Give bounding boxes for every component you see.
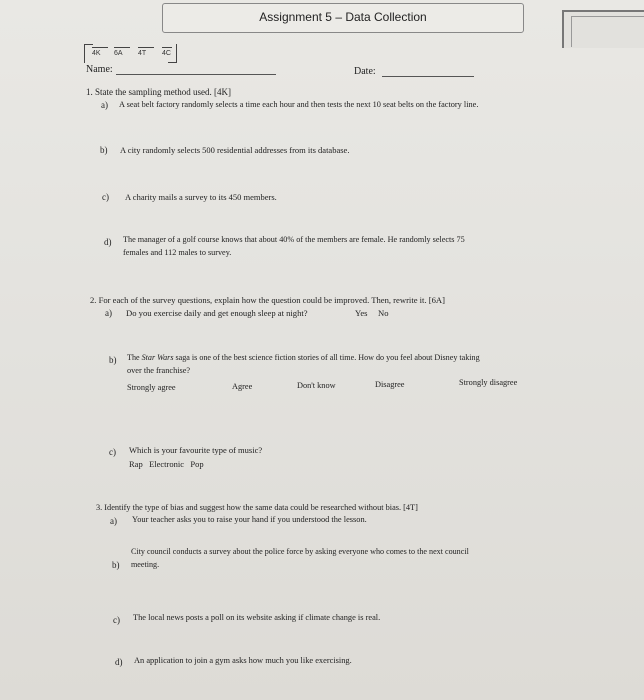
q1d-letter: d) bbox=[104, 237, 112, 247]
q3d-text: An application to join a gym asks how much you like exercising. bbox=[134, 656, 352, 665]
corner-frame-inner bbox=[571, 16, 644, 47]
page-title: Assignment 5 – Data Collection bbox=[259, 10, 427, 24]
date-field-line[interactable] bbox=[382, 76, 474, 77]
mark-k: 4K bbox=[92, 47, 108, 57]
q2b-text-line1: The Star Wars saga is one of the best science fiction stories of all time. How do you feel about Disney taking bbox=[127, 353, 480, 362]
q1-stem: 1. State the sampling method used. [4K] bbox=[86, 87, 231, 97]
q2-stem: 2. For each of the survey questions, explain how the question could be improved. Then, rewrite it. [6A] bbox=[90, 295, 445, 305]
q3a-text: Your teacher asks you to raise your hand if you understood the lesson. bbox=[132, 515, 367, 524]
mark-a: 6A bbox=[114, 47, 130, 57]
q2b-option-dont-know: Don't know bbox=[297, 381, 336, 390]
q2a-letter: a) bbox=[105, 308, 112, 318]
q1b-letter: b) bbox=[100, 145, 108, 155]
q2c-letter: c) bbox=[109, 447, 116, 457]
name-label: Name: bbox=[86, 64, 113, 75]
q2a-text: Do you exercise daily and get enough sleep at night? bbox=[126, 308, 308, 318]
q1d-text-line2: females and 112 males to survey. bbox=[123, 248, 232, 257]
q2b-option-strongly-agree: Strongly agree bbox=[127, 383, 176, 392]
q3-stem: 3. Identify the type of bias and suggest how the same data could be researched without bias. [4T] bbox=[96, 503, 418, 512]
title-box bbox=[162, 3, 524, 33]
q2b-option-strongly-disagree: Strongly disagree bbox=[459, 378, 518, 387]
q3b-text-line2: meeting. bbox=[131, 560, 160, 569]
q1d-text-line1: The manager of a golf course knows that about 40% of the members are female. He randomly selects 75 bbox=[123, 235, 465, 244]
q2b-text-line2: over the franchise? bbox=[127, 366, 191, 375]
q2b-letter: b) bbox=[109, 355, 117, 365]
q2a-option-no: No bbox=[378, 308, 389, 318]
date-label: Date: bbox=[354, 66, 376, 77]
q1b-text: A city randomly selects 500 residential addresses from its database. bbox=[120, 145, 350, 155]
q2a-option-yes: Yes bbox=[355, 308, 368, 318]
q3b-letter: b) bbox=[112, 560, 120, 570]
q3c-text: The local news posts a poll on its website asking if climate change is real. bbox=[133, 613, 381, 622]
q2c-text: Which is your favourite type of music? bbox=[129, 445, 263, 455]
q1a-text: A seat belt factory randomly selects a time each hour and then tests the next 10 seat belts on the factory line. bbox=[119, 100, 479, 109]
q3b-text-line1: City council conducts a survey about the police force by asking everyone who comes to the next council bbox=[131, 547, 469, 556]
q3c-letter: c) bbox=[113, 615, 120, 625]
name-field-line[interactable] bbox=[116, 74, 276, 75]
q1c-text: A charity mails a survey to its 450 members. bbox=[125, 192, 277, 202]
q2c-options: Rap Electronic Pop bbox=[129, 459, 204, 469]
q1a-letter: a) bbox=[101, 100, 108, 110]
q2b-option-agree: Agree bbox=[232, 382, 253, 391]
q1c-letter: c) bbox=[102, 192, 109, 202]
mark-c: 4C bbox=[162, 47, 172, 57]
mark-t: 4T bbox=[138, 47, 154, 57]
q3a-letter: a) bbox=[110, 516, 117, 526]
q3d-letter: d) bbox=[115, 657, 123, 667]
q2b-option-disagree: Disagree bbox=[375, 380, 405, 389]
